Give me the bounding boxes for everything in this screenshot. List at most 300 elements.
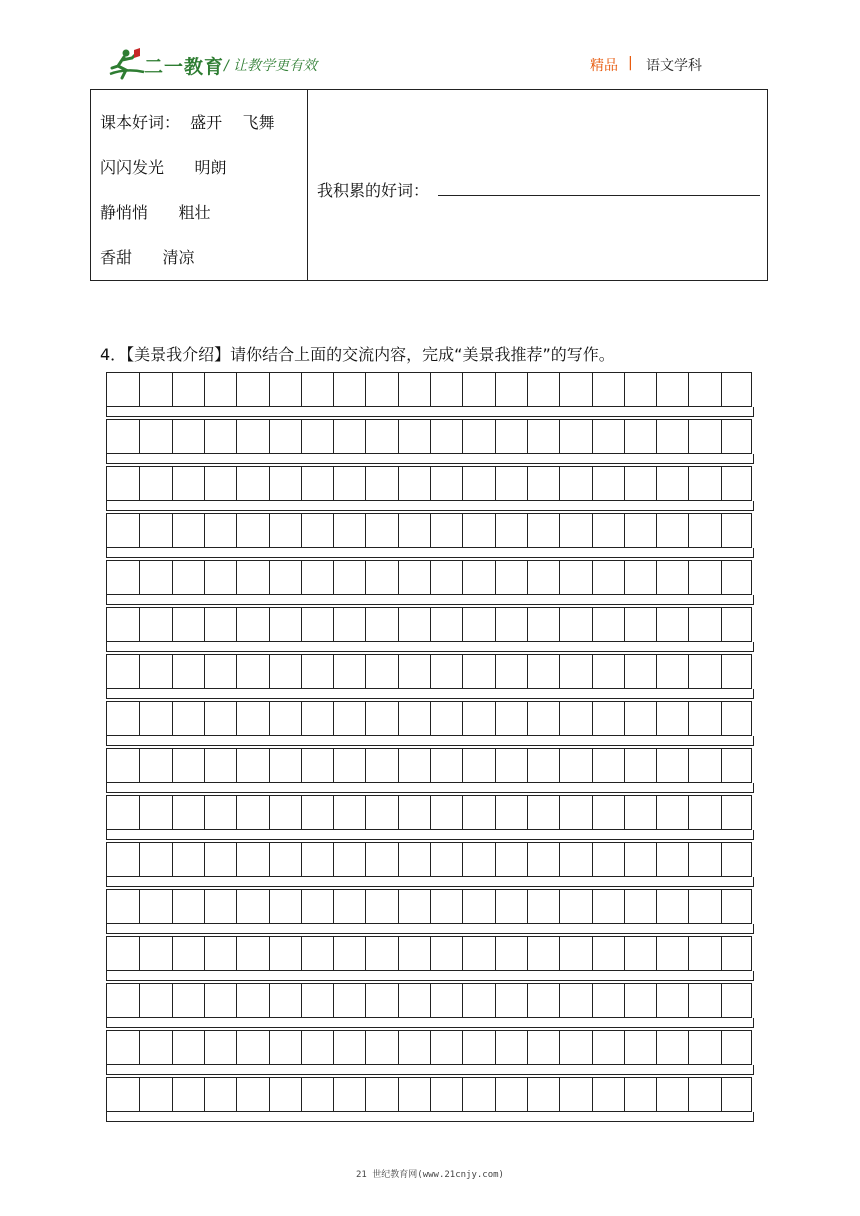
grid-cell-line (139, 655, 140, 688)
grid-cell-line (592, 984, 593, 1017)
grid-cell-line (527, 1031, 528, 1064)
grid-cell-line (688, 561, 689, 594)
grid-cell-line (236, 702, 237, 735)
grid-cell-line (721, 420, 722, 453)
grid-cell-line (204, 1031, 205, 1064)
grid-cell-line (462, 749, 463, 782)
grid-cell-line (495, 420, 496, 453)
grid-cell-line (236, 1078, 237, 1111)
grid-cell-line (204, 608, 205, 641)
grid-cell-line (624, 984, 625, 1017)
grid-cell-line (462, 420, 463, 453)
grid-cell-line (172, 420, 173, 453)
grid-cell-line (462, 373, 463, 406)
grid-cell-line (688, 749, 689, 782)
grid-cell-line (269, 702, 270, 735)
grid-cell-line (398, 984, 399, 1017)
grid-cell-line (301, 373, 302, 406)
grid-cell-line (624, 420, 625, 453)
grid-cell-line (495, 655, 496, 688)
grid-cell-line (721, 843, 722, 876)
grid-cell-line (527, 796, 528, 829)
grid-cell-line (688, 843, 689, 876)
grid-cell-line (430, 702, 431, 735)
grid-cell-line (624, 655, 625, 688)
grid-cell-line (333, 373, 334, 406)
grid-cell-line (139, 1078, 140, 1111)
page-header (0, 0, 860, 90)
grid-cell-line (721, 796, 722, 829)
grid-cell-line (333, 890, 334, 923)
grid-cell-line (559, 984, 560, 1017)
grid-cell-line (688, 655, 689, 688)
grid-cell-line (688, 514, 689, 547)
grid-cell-line (236, 843, 237, 876)
grid-cell-line (624, 561, 625, 594)
grid-cell-line (172, 749, 173, 782)
grid-cell-line (269, 467, 270, 500)
grid-cell-line (430, 937, 431, 970)
grid-cell-line (656, 561, 657, 594)
grid-cell-line (333, 796, 334, 829)
grid-cell-line (656, 749, 657, 782)
grid-row-spacer (106, 1065, 754, 1075)
grid-cell-line (495, 796, 496, 829)
grid-cell-line (624, 467, 625, 500)
grid-cell-line (527, 890, 528, 923)
grid-cell-line (462, 561, 463, 594)
grid-cell-line (139, 1031, 140, 1064)
grid-cell-line (365, 1031, 366, 1064)
grid-cell-line (398, 796, 399, 829)
grid-cell-line (172, 467, 173, 500)
grid-cell-line (559, 514, 560, 547)
grid-cell-line (624, 890, 625, 923)
grid-cell-line (688, 1078, 689, 1111)
grid-cell-line (139, 984, 140, 1017)
grid-cell-line (236, 937, 237, 970)
grid-row[interactable] (106, 466, 752, 501)
grid-cell-line (430, 655, 431, 688)
grid-cell-line (398, 1078, 399, 1111)
grid-row-spacer (106, 924, 754, 934)
grid-cell-line (333, 937, 334, 970)
grid-cell-line (527, 373, 528, 406)
grid-cell-line (236, 1031, 237, 1064)
grid-cell-line (688, 890, 689, 923)
grid-cell-line (365, 749, 366, 782)
grid-cell-line (301, 1031, 302, 1064)
grid-cell-line (462, 843, 463, 876)
grid-cell-line (656, 467, 657, 500)
grid-cell-line (656, 937, 657, 970)
grid-row-spacer (106, 783, 754, 793)
grid-row[interactable] (106, 1077, 752, 1112)
grid-cell-line (398, 561, 399, 594)
grid-cell-line (398, 608, 399, 641)
grid-cell-line (495, 702, 496, 735)
grid-cell-line (656, 843, 657, 876)
grid-row[interactable] (106, 607, 752, 642)
grid-cell-line (462, 1031, 463, 1064)
grid-cell-line (301, 796, 302, 829)
grid-cell-line (333, 1031, 334, 1064)
grid-cell-line (721, 467, 722, 500)
grid-cell-line (269, 1031, 270, 1064)
grid-cell-line (721, 1078, 722, 1111)
grid-cell-line (172, 702, 173, 735)
grid-cell-line (172, 514, 173, 547)
grid-cell-line (559, 702, 560, 735)
grid-cell-line (430, 561, 431, 594)
grid-cell-line (236, 373, 237, 406)
grid-cell-line (333, 984, 334, 1017)
grid-cell-line (688, 984, 689, 1017)
grid-cell-line (624, 749, 625, 782)
grid-row[interactable] (106, 560, 752, 595)
question-4: 4．【美景我介绍】请你结合上面的交流内容，完成“美景我推荐”的写作。 (100, 345, 615, 364)
grid-cell-line (301, 467, 302, 500)
grid-cell-line (269, 984, 270, 1017)
grid-cell-line (333, 1078, 334, 1111)
grid-cell-line (495, 1078, 496, 1111)
grid-cell-line (559, 796, 560, 829)
grid-cell-line (236, 608, 237, 641)
grid-cell-line (365, 561, 366, 594)
grid-cell-line (656, 890, 657, 923)
grid-cell-line (495, 467, 496, 500)
grid-cell-line (656, 796, 657, 829)
grid-cell-line (172, 796, 173, 829)
grid-cell-line (333, 749, 334, 782)
grid-cell-line (462, 937, 463, 970)
grid-cell-line (301, 514, 302, 547)
grid-cell-line (301, 937, 302, 970)
grid-cell-line (139, 843, 140, 876)
grid-cell-line (656, 1031, 657, 1064)
grid-row[interactable] (106, 701, 752, 736)
grid-cell-line (139, 514, 140, 547)
grid-cell-line (559, 420, 560, 453)
grid-cell-line (527, 1078, 528, 1111)
grid-row-spacer (106, 454, 754, 464)
grid-cell-line (301, 655, 302, 688)
grid-cell-line (365, 514, 366, 547)
grid-cell-line (495, 843, 496, 876)
grid-cell-line (398, 373, 399, 406)
grid-cell-line (656, 514, 657, 547)
word-line-1: 课本好词： 盛开 飞舞 (100, 113, 275, 132)
grid-cell-line (592, 561, 593, 594)
grid-row[interactable] (106, 372, 752, 407)
grid-cell-line (688, 373, 689, 406)
grid-row[interactable] (106, 889, 752, 924)
grid-cell-line (139, 608, 140, 641)
grid-cell-line (365, 843, 366, 876)
grid-cell-line (462, 467, 463, 500)
grid-cell-line (236, 467, 237, 500)
grid-cell-line (592, 843, 593, 876)
grid-cell-line (269, 514, 270, 547)
grid-cell-line (365, 420, 366, 453)
grid-cell-line (172, 984, 173, 1017)
grid-cell-line (721, 937, 722, 970)
grid-cell-line (301, 420, 302, 453)
grid-cell-line (139, 373, 140, 406)
grid-cell-line (688, 796, 689, 829)
grid-cell-line (495, 514, 496, 547)
grid-cell-line (398, 514, 399, 547)
grid-cell-line (365, 467, 366, 500)
grid-cell-line (365, 984, 366, 1017)
brand-label: 精品 (590, 58, 618, 74)
grid-cell-line (462, 702, 463, 735)
grid-cell-line (301, 984, 302, 1017)
grid-cell-line (139, 796, 140, 829)
grid-cell-line (592, 655, 593, 688)
grid-cell-line (301, 1078, 302, 1111)
grid-row[interactable] (106, 748, 752, 783)
grid-cell-line (721, 608, 722, 641)
grid-cell-line (269, 420, 270, 453)
grid-cell-line (430, 467, 431, 500)
grid-cell-line (172, 843, 173, 876)
grid-cell-line (559, 1078, 560, 1111)
grid-cell-line (301, 749, 302, 782)
grid-cell-line (204, 749, 205, 782)
grid-cell-line (204, 655, 205, 688)
grid-cell-line (204, 890, 205, 923)
grid-row-spacer (106, 501, 754, 511)
grid-cell-line (204, 561, 205, 594)
grid-row[interactable] (106, 983, 752, 1018)
word-line-4: 香甜 清凉 (100, 248, 195, 267)
grid-cell-line (172, 608, 173, 641)
grid-cell-line (688, 608, 689, 641)
grid-cell-line (495, 890, 496, 923)
grid-cell-line (139, 561, 140, 594)
grid-cell-line (656, 655, 657, 688)
grid-cell-line (527, 561, 528, 594)
grid-cell-line (656, 984, 657, 1017)
grid-cell-line (592, 514, 593, 547)
subject-label: 语文学科 (646, 58, 702, 74)
grid-row-spacer (106, 877, 754, 887)
grid-cell-line (301, 608, 302, 641)
grid-cell-line (624, 608, 625, 641)
grid-cell-line (624, 1078, 625, 1111)
grid-cell-line (172, 1078, 173, 1111)
accumulate-label: 我积累的好词： (317, 181, 430, 200)
grid-cell-line (527, 702, 528, 735)
grid-cell-line (236, 749, 237, 782)
grid-cell-line (527, 467, 528, 500)
accumulate-answer-line[interactable] (438, 195, 760, 196)
grid-cell-line (365, 796, 366, 829)
grid-cell-line (592, 608, 593, 641)
grid-cell-line (527, 608, 528, 641)
grid-cell-line (624, 702, 625, 735)
grid-cell-line (624, 373, 625, 406)
grid-cell-line (721, 890, 722, 923)
grid-cell-line (236, 890, 237, 923)
grid-cell-line (398, 1031, 399, 1064)
grid-cell-line (204, 420, 205, 453)
grid-cell-line (430, 514, 431, 547)
grid-cell-line (139, 702, 140, 735)
grid-cell-line (624, 843, 625, 876)
grid-row-spacer (106, 971, 754, 981)
grid-cell-line (204, 467, 205, 500)
grid-cell-line (592, 373, 593, 406)
grid-cell-line (592, 1078, 593, 1111)
grid-cell-line (365, 608, 366, 641)
grid-cell-line (333, 420, 334, 453)
grid-cell-line (139, 467, 140, 500)
grid-cell-line (721, 514, 722, 547)
grid-cell-line (624, 796, 625, 829)
grid-cell-line (204, 1078, 205, 1111)
grid-cell-line (721, 749, 722, 782)
grid-cell-line (592, 796, 593, 829)
grid-cell-line (495, 1031, 496, 1064)
grid-row[interactable] (106, 842, 752, 877)
slogan: / 让教学更有效 (224, 58, 318, 74)
grid-row[interactable] (106, 936, 752, 971)
grid-cell-line (398, 937, 399, 970)
grid-cell-line (365, 373, 366, 406)
grid-cell-line (430, 984, 431, 1017)
grid-cell-line (398, 749, 399, 782)
grid-cell-line (398, 655, 399, 688)
grid-cell-line (495, 749, 496, 782)
grid-cell-line (204, 373, 205, 406)
grid-cell-line (333, 843, 334, 876)
grid-cell-line (688, 467, 689, 500)
grid-cell-line (527, 749, 528, 782)
grid-cell-line (204, 796, 205, 829)
grid-cell-line (236, 984, 237, 1017)
grid-cell-line (656, 608, 657, 641)
grid-row-spacer (106, 548, 754, 558)
grid-cell-line (430, 843, 431, 876)
grid-cell-line (172, 373, 173, 406)
word-line-3: 静悄悄 粗壮 (100, 203, 211, 222)
grid-cell-line (462, 1078, 463, 1111)
grid-cell-line (656, 702, 657, 735)
grid-cell-line (269, 843, 270, 876)
grid-cell-line (527, 420, 528, 453)
grid-cell-line (559, 655, 560, 688)
grid-cell-line (688, 702, 689, 735)
grid-cell-line (656, 420, 657, 453)
grid-cell-line (269, 937, 270, 970)
grid-cell-line (398, 843, 399, 876)
grid-cell-line (721, 702, 722, 735)
grid-cell-line (559, 749, 560, 782)
grid-row[interactable] (106, 795, 752, 830)
grid-cell-line (688, 420, 689, 453)
grid-cell-line (430, 608, 431, 641)
grid-cell-line (688, 937, 689, 970)
grid-cell-line (269, 373, 270, 406)
grid-cell-line (462, 655, 463, 688)
grid-cell-line (172, 937, 173, 970)
grid-cell-line (721, 984, 722, 1017)
grid-cell-line (495, 561, 496, 594)
grid-row[interactable] (106, 419, 752, 454)
grid-cell-line (139, 890, 140, 923)
grid-cell-line (559, 937, 560, 970)
grid-cell-line (269, 608, 270, 641)
grid-cell-line (559, 373, 560, 406)
grid-cell-line (398, 702, 399, 735)
grid-cell-line (430, 1031, 431, 1064)
grid-cell-line (462, 984, 463, 1017)
grid-cell-line (333, 702, 334, 735)
grid-cell-line (365, 1078, 366, 1111)
grid-cell-line (236, 796, 237, 829)
grid-cell-line (527, 655, 528, 688)
grid-cell-line (430, 420, 431, 453)
grid-cell-line (721, 655, 722, 688)
grid-cell-line (269, 890, 270, 923)
grid-row[interactable] (106, 654, 752, 689)
grid-cell-line (139, 749, 140, 782)
grid-cell-line (624, 514, 625, 547)
grid-cell-line (688, 1031, 689, 1064)
grid-cell-line (236, 655, 237, 688)
grid-cell-line (430, 373, 431, 406)
grid-cell-line (365, 937, 366, 970)
grid-cell-line (624, 1031, 625, 1064)
grid-cell-line (592, 749, 593, 782)
grid-cell-line (430, 890, 431, 923)
grid-cell-line (592, 702, 593, 735)
grid-cell-line (172, 890, 173, 923)
grid-cell-line (365, 890, 366, 923)
grid-cell-line (301, 890, 302, 923)
grid-cell-line (333, 467, 334, 500)
grid-cell-line (592, 420, 593, 453)
grid-row[interactable] (106, 1030, 752, 1065)
brand-separator: | (628, 55, 633, 71)
grid-cell-line (204, 937, 205, 970)
grid-row-spacer (106, 407, 754, 417)
footer-source: 21 世纪教育网(www.21cnjy.com) (356, 1170, 504, 1180)
grid-cell-line (365, 655, 366, 688)
grid-cell-line (592, 937, 593, 970)
grid-cell-line (365, 702, 366, 735)
grid-cell-line (624, 937, 625, 970)
grid-row-spacer (106, 830, 754, 840)
grid-cell-line (236, 420, 237, 453)
grid-cell-line (527, 843, 528, 876)
grid-cell-line (301, 561, 302, 594)
grid-cell-line (721, 1031, 722, 1064)
grid-cell-line (333, 561, 334, 594)
grid-row-spacer (106, 736, 754, 746)
grid-row[interactable] (106, 513, 752, 548)
grid-cell-line (430, 749, 431, 782)
grid-cell-line (333, 514, 334, 547)
grid-cell-line (592, 890, 593, 923)
table-divider (307, 90, 308, 280)
grid-cell-line (269, 655, 270, 688)
logo-text: 二一教育 (144, 56, 225, 78)
grid-cell-line (301, 843, 302, 876)
grid-cell-line (301, 702, 302, 735)
